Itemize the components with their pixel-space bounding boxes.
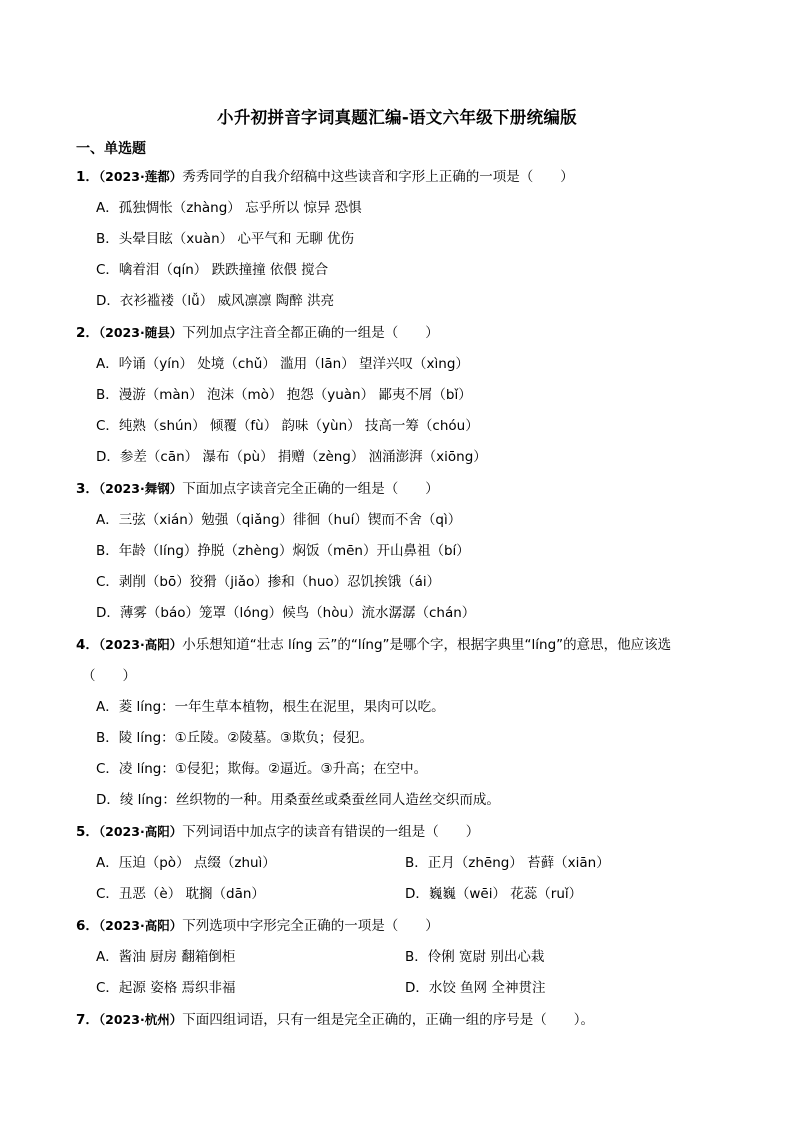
- question-number: 4．: [76, 637, 99, 653]
- option-a: A．孤独惆怅（zhàng） 忘乎所以 惊异 恐惧: [96, 200, 362, 216]
- question-5: [76, 820, 736, 840]
- option-d: D．参差（cān） 瀑布（pù） 捐赠（zèng） 汹涌澎湃（xiōng）: [96, 449, 487, 465]
- option-b: B．年龄（líng）挣脱（zhèng）焖饭（mēn）开山鼻祖（bí）: [96, 543, 470, 559]
- option-c: C．起源 姿格 焉织非福: [96, 980, 236, 996]
- question-number: 3．: [76, 481, 99, 497]
- option-a: A．吟诵（yín） 处境（chǔ） 滥用（lān） 望洋兴叹（xìng）: [96, 356, 469, 372]
- question-stem-continuation: （ ）: [82, 668, 136, 684]
- question-stem: 下列词语中加点字的读音有错误的一组是（ ）: [182, 824, 480, 840]
- question-source: （2023·杭州）: [98, 1012, 183, 1027]
- option-a: A．三弦（xián）勉强（qiǎng）徘徊（huí）锲而不舍（qì）: [96, 512, 462, 528]
- option-b: B．伶俐 宽尉 别出心栽: [405, 949, 545, 965]
- question-4: [76, 633, 736, 653]
- question-stem: 下列加点字注音全都正确的一组是（ ）: [182, 325, 439, 341]
- option-d: D．巍巍（wēi） 花蕊（ruǐ）: [405, 886, 583, 902]
- page-title: 小升初拼音字词真题汇编-语文六年级下册统编版: [217, 108, 577, 127]
- question-number: 2．: [76, 325, 99, 341]
- question-source: （2023·舞钢）: [98, 481, 183, 496]
- question-stem: 小乐想知道“壮志 líng 云”的“líng”是哪个字，根据字典里“líng”的意思，他应该选: [182, 637, 672, 653]
- option-b: B．头晕目眩（xuàn） 心平气和 无聊 优伤: [96, 231, 355, 247]
- question-stem: 下列选项中字形完全正确的一项是（ ）: [182, 918, 439, 934]
- option-c: C．剥削（bō）狡猾（jiǎo）掺和（huo）忍饥挨饿（ái）: [96, 574, 441, 590]
- option-b: B．正月（zhēng） 苔藓（xiān）: [405, 855, 610, 871]
- option-c: C．凌 líng：①侵犯；欺侮。②逼近。③升高；在空中。: [96, 761, 428, 777]
- question-source: （2023·高阳）: [98, 637, 183, 652]
- question-source: （2023·高阳）: [98, 824, 183, 839]
- question-source: （2023·高阳）: [98, 918, 183, 933]
- question-3: [76, 477, 736, 497]
- question-stem: 下面加点字读音完全正确的一组是（ ）: [182, 481, 439, 497]
- question-number: 1．: [76, 169, 99, 185]
- question-6: [76, 914, 736, 934]
- question-number: 6．: [76, 918, 99, 934]
- question-source: （2023·莲都）: [98, 169, 183, 184]
- option-d: D．薄雾（báo）笼罩（lóng）候鸟（hòu）流水潺潺（chán）: [96, 605, 476, 621]
- option-c: C．丑恶（è） 耽搁（dān）: [96, 886, 265, 902]
- question-2: [76, 321, 736, 341]
- option-b: B．漫游（màn） 泡沫（mò） 抱怨（yuàn） 鄙夷不屑（bǐ）: [96, 387, 472, 403]
- question-stem: 秀秀同学的自我介绍稿中这些读音和字形上正确的一项是（ ）: [182, 169, 574, 185]
- question-number: 5．: [76, 824, 99, 840]
- option-a: A．菱 líng：一年生草本植物，根生在泥里，果肉可以吃。: [96, 699, 445, 715]
- question-7: [76, 1008, 736, 1028]
- question-1: [76, 165, 736, 185]
- option-a: A．压迫（pò） 点缀（zhuì）: [96, 855, 276, 871]
- question-stem: 下面四组词语，只有一组是完全正确的，正确一组的序号是（ ）。: [182, 1012, 594, 1028]
- option-a: A．酱油 厨房 翻箱倒柜: [96, 949, 236, 965]
- section-heading: 一、单选题: [76, 141, 146, 157]
- question-source: （2023·随县）: [98, 325, 183, 340]
- option-b: B．陵 líng：①丘陵。②陵墓。③欺负；侵犯。: [96, 730, 373, 746]
- option-c: C．纯熟（shún） 倾覆（fù） 韵味（yùn） 技高一筹（chóu）: [96, 418, 479, 434]
- option-d: D．水饺 鱼网 全神贯注: [405, 980, 546, 996]
- option-c: C．噙着泪（qín） 跌跌撞撞 依偎 搅合: [96, 262, 329, 278]
- option-d: D．绫 líng：丝织物的一种。用桑蚕丝或桑蚕丝同人造丝交织而成。: [96, 792, 500, 808]
- option-d: D．衣衫褴褛（lǚ） 威风凛凛 陶醉 洪亮: [96, 293, 335, 309]
- question-number: 7．: [76, 1012, 99, 1028]
